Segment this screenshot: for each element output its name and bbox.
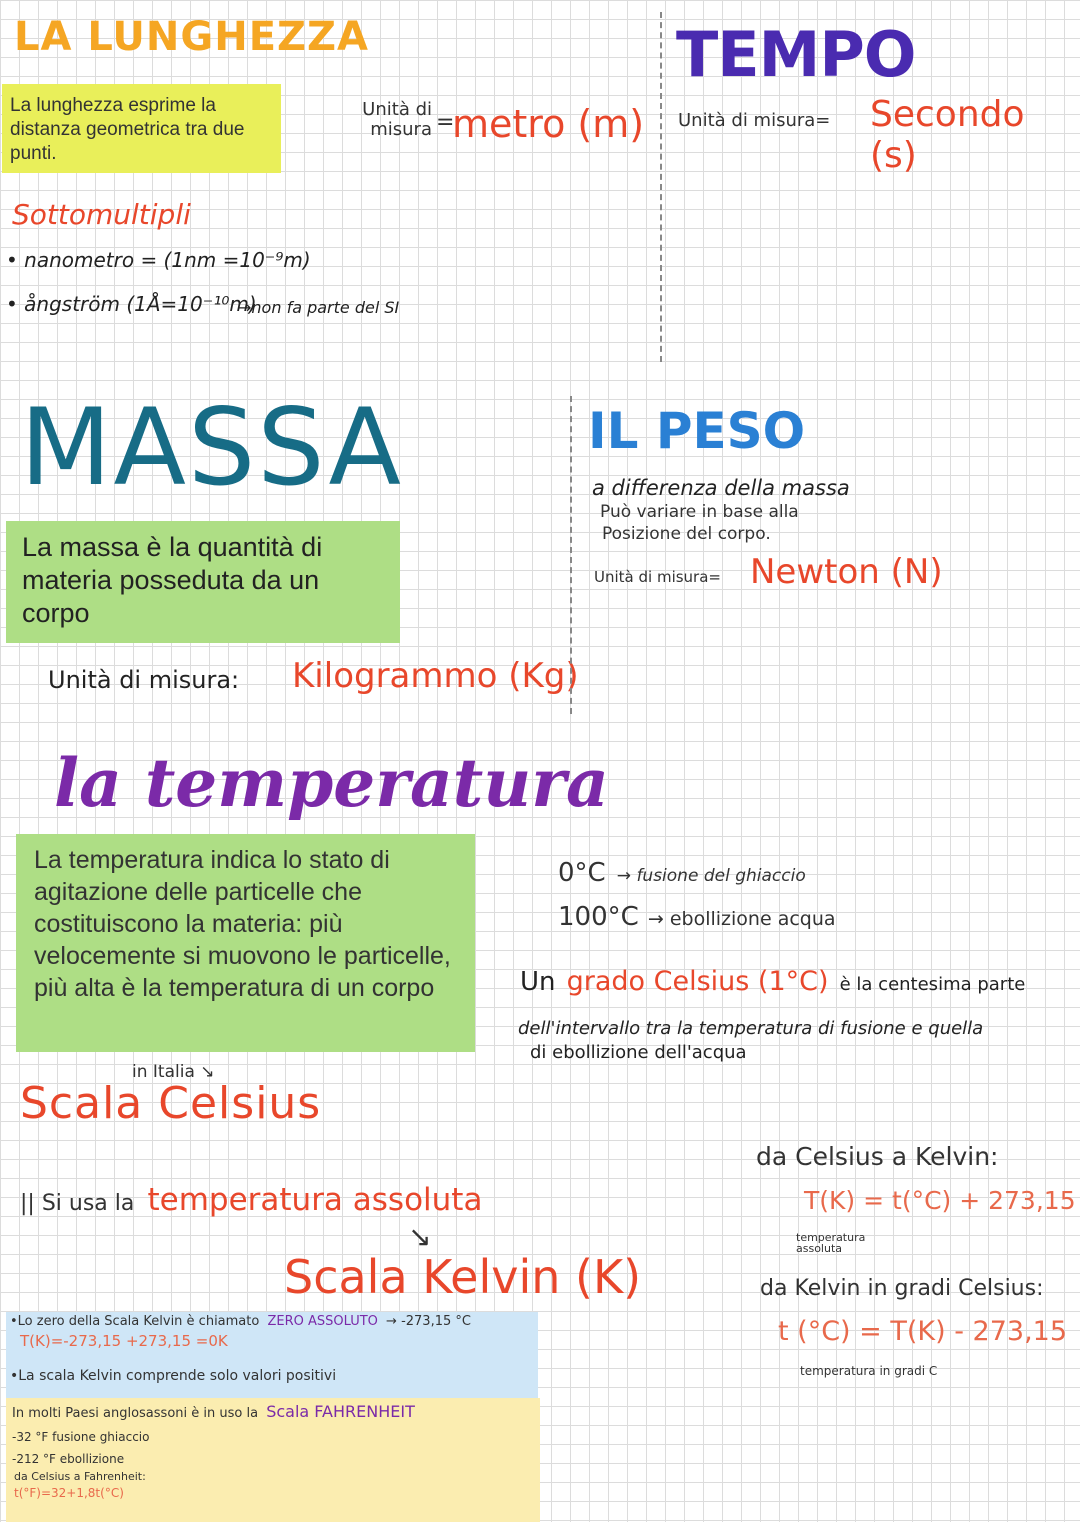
submultiples-title: Sottomultipli [12, 198, 191, 231]
fahrenheit-fusione: -32 °F fusione ghiaccio [12, 1430, 150, 1444]
kelvin-positive-note: •La scala Kelvin comprende solo valori positivi [10, 1368, 337, 1384]
lunghezza-title: LA LUNGHEZZA [14, 14, 369, 60]
peso-line-2: Può variare in base alla [600, 502, 799, 522]
divider-lunghezza-tempo [660, 12, 662, 362]
k-to-c-label: da Kelvin in gradi Celsius: [760, 1276, 1044, 1301]
tempo-unit-value: Secondo (s) [870, 94, 1025, 176]
zero-assoluto-line: •Lo zero della Scala Kelvin è chiamato ZERO ASSOLUTO → -273,15 °C [10, 1314, 471, 1329]
k-to-c-formula: t (°C) = T(K) - 273,15 [778, 1316, 1068, 1347]
massa-title: MASSA [20, 386, 404, 509]
lunghezza-definition: La lunghezza esprime la distanza geometrica tra due punti. [10, 95, 245, 164]
celsius-definition-line-1: Un grado Celsius (1°C) è la centesima parte [520, 966, 1026, 997]
c-to-k-note: temperatura assoluta [796, 1231, 866, 1255]
massa-definition-box [6, 521, 400, 643]
si-note: || Si usa la temperatura assoluta [20, 1182, 483, 1218]
fahrenheit-intro: In molti Paesi anglosassoni è in uso la Scala FAHRENHEIT [12, 1402, 415, 1421]
hundred-celsius: 100°C → ebollizione acqua [558, 902, 836, 932]
fahrenheit-box [6, 1398, 540, 1522]
submultiple-angstrom: • ångström (1Å=10⁻¹⁰m) [6, 292, 257, 316]
lunghezza-definition-box [2, 84, 281, 173]
peso-line-3: Posizione del corpo. [602, 524, 771, 544]
submultiple-nanometro: • nanometro = (1nm =10⁻⁹m) [6, 248, 311, 272]
zero-celsius: 0°C → fusione del ghiaccio [558, 858, 806, 888]
lunghezza-unit-value: metro (m) [452, 102, 645, 146]
fahrenheit-ebollizione: -212 °F ebollizione [12, 1452, 125, 1466]
temperatura-definition-box [16, 834, 475, 1052]
tempo-title: TEMPO [676, 18, 916, 91]
massa-definition: La massa è la quantità di materia posseduta da un corpo [22, 532, 323, 628]
peso-title: IL PESO [588, 402, 806, 460]
fahrenheit-formula: t(°F)=32+1,8t(°C) [14, 1486, 124, 1500]
lunghezza-unit-eq: = [436, 110, 455, 135]
kelvin-info-box [6, 1312, 538, 1398]
zero-assoluto-calc: T(K)=-273,15 +273,15 =0K [20, 1332, 228, 1350]
temperatura-definition: La temperatura indica lo stato di agitazione delle particelle che costituiscono la materia: più velocemente si muovono le particelle, più alta è la temperatura di un corpo [34, 846, 451, 1002]
k-to-c-note: temperatura in gradi C [800, 1364, 938, 1378]
massa-unit-label: Unità di misura: [48, 666, 240, 694]
c-to-k-formula: T(K) = t(°C) + 273,15 [804, 1186, 1076, 1215]
c-to-k-label: da Celsius a Kelvin: [756, 1142, 999, 1171]
italy-note: in Italia ↘ [132, 1062, 215, 1082]
celsius-scale-title: Scala Celsius [20, 1078, 322, 1129]
celsius-definition-line-2: dell'intervallo tra la temperatura di fusione e quella [518, 1018, 984, 1039]
peso-unit-label: Unità di misura= [594, 568, 721, 586]
tempo-unit-label: Unità di misura= [678, 110, 831, 131]
celsius-definition-line-3: di ebollizione dell'acqua [530, 1042, 747, 1063]
peso-line-1: a differenza della massa [592, 476, 850, 500]
fahrenheit-conversion-label: da Celsius a Fahrenheit: [14, 1470, 146, 1483]
lunghezza-unit-label: Unità di misura [362, 99, 432, 140]
submultiple-angstrom-note: →non fa parte del SI [238, 298, 400, 317]
kelvin-scale-title: Scala Kelvin (K) [284, 1250, 642, 1304]
divider-massa-peso [570, 396, 572, 714]
peso-unit-value: Newton (N) [750, 552, 943, 592]
temperatura-title: la temperatura [54, 744, 609, 822]
massa-unit-value: Kilogrammo (Kg) [292, 656, 579, 696]
arrow-down-icon: ↘ [408, 1220, 432, 1253]
